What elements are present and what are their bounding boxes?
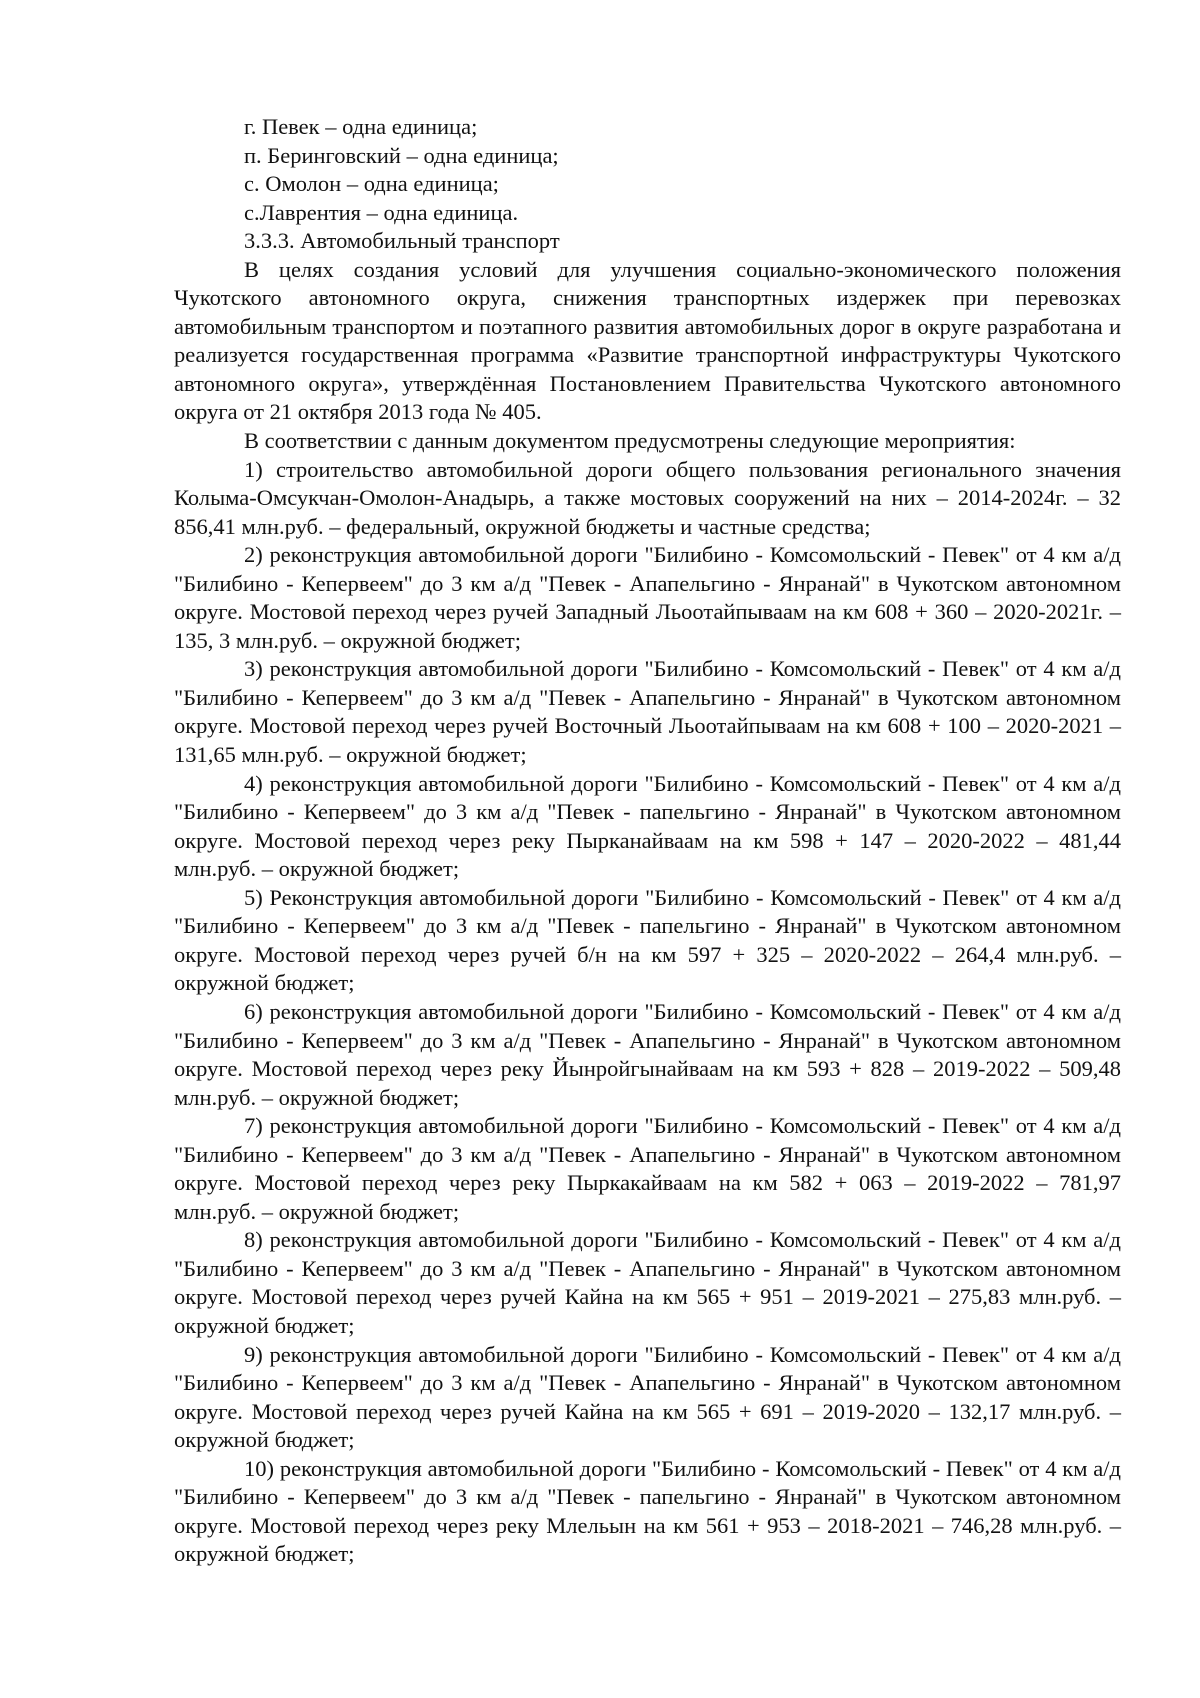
list-line-pevek: г. Певек – одна единица; [244, 114, 478, 139]
measure-item-5: 5) Реконструкция автомобильной дороги "Билибино - Комсомольский - Певек" от 4 км а/д "Билибино - Кепервеем" до 3 км а/д "Певек - папельгино - Янранай" в Чукотском автономном округе. Мостовой переход через ручей б/н на км 597 + 325 – 2020-2022 – 264,4 млн.руб. – окружной бюджет; [174, 884, 1121, 996]
measure-item-8: 8) реконструкция автомобильной дороги "Билибино - Комсомольский - Певек" от 4 км а/д "Билибино - Кепервеем" до 3 км а/д "Певек - Апапельгино - Янранай" в Чукотском автономном округе. Мостовой переход через ручей Кайна на км 565 + 951 – 2019-2021 – 275,83 млн.руб. – окружной бюджет; [174, 1227, 1121, 1338]
measure-item-2: 2) реконструкция автомобильной дороги "Билибино - Комсомольский - Певек" от 4 км а/д "Билибино - Кепервеем" до 3 км а/д "Певек - Апапельгино - Янранай" в Чукотском автономном округе. Мостовой переход через ручей Западный Льоотайпываам на км 608 + 360 – 2020-2021г. – 135, 3 млн.руб. – окружной бюджет; [174, 542, 1121, 653]
measure-item-4: 4) реконструкция автомобильной дороги "Билибино - Комсомольский - Певек" от 4 км а/д "Билибино - Кепервеем" до 3 км а/д "Певек - папельгино - Янранай" в Чукотском автономном округе. Мостовой переход через реку Пырканайваам на км 598 + 147 – 2020-2022 – 481,44 млн.руб. – окружной бюджет; [174, 770, 1121, 882]
measure-item-9: 9) реконструкция автомобильной дороги "Билибино - Комсомольский - Певек" от 4 км а/д "Билибино - Кепервеем" до 3 км а/д "Певек - Апапельгино - Янранай" в Чукотском автономном округе. Мостовой переход через ручей Кайна на км 565 + 691 – 2019-2020 – 132,17 млн.руб. – окружной бюджет; [174, 1341, 1121, 1453]
document-page [174, 113, 1121, 1569]
section-heading: 3.3.3. Автомобильный транспорт [244, 228, 560, 254]
measures-intro: В соответствии с данным документом предусмотрены следующие мероприятия: [244, 428, 1016, 454]
list-line-omolon: с. Омолон – одна единица; [244, 171, 499, 197]
measure-item-10: 10) реконструкция автомобильной дороги "Билибино - Комсомольский - Певек" от 4 км а/д "Билибино - Кепервеем" до 3 км а/д "Певек - папельгино - Янранай" в Чукотском автономном округе. Мостовой переход через реку Млельын на км 561 + 953 – 2018-2021 – 746,28 млн.руб. – окружной бюджет; [174, 1455, 1121, 1567]
list-line-beringovsky: п. Беринговский – одна единица; [244, 142, 559, 168]
measure-item-7: 7) реконструкция автомобильной дороги "Билибино - Комсомольский - Певек" от 4 км а/д "Билибино - Кепервеем" до 3 км а/д "Певек - Апапельгино - Янранай" в Чукотском автономном округе. Мостовой переход через реку Пыркакайваам на км 582 + 063 – 2019-2022 – 781,97 млн.руб. – окружной бюджет; [174, 1113, 1121, 1224]
list-line-lavrentiya: с.Лаврентия – одна единица. [244, 199, 519, 225]
measure-item-1: 1) строительство автомобильной дороги общего пользования регионального значения Колыма-Омсукчан-Омолон-Анадырь, а также мостовых сооружений на них – 2014-2024г. – 32 856,41 млн.руб. – федеральный, окружной бюджеты и частные средства; [174, 456, 1121, 539]
measure-item-3: 3) реконструкция автомобильной дороги "Билибино - Комсомольский - Певек" от 4 км а/д "Билибино - Кепервеем" до 3 км а/д "Певек - Апапельгино - Янранай" в Чукотском автономном округе. Мостовой переход через ручей Восточный Льоотайпываам на км 608 + 100 – 2020-2021 – 131,65 млн.руб. – окружной бюджет; [174, 656, 1121, 768]
intro-paragraph: В целях создания условий для улучшения социально-экономического положения Чукотского автономного округа, снижения транспортных издержек при перевозках автомобильным транспортом и поэтапного развития автомобильных дорог в округе разработана и реализуется государственная программа «Развитие транспортной инфраструктуры Чукотского автономного округа», утверждённая Постановлением Правительства Чукотского автономного округа от 21 октября 2013 года № 405. [174, 256, 1121, 425]
measure-item-6: 6) реконструкция автомобильной дороги "Билибино - Комсомольский - Певек" от 4 км а/д "Билибино - Кепервеем" до 3 км а/д "Певек - Апапельгино - Янранай" в Чукотском автономном округе. Мостовой переход через реку Йынройгынайваам на км 593 + 828 – 2019-2022 – 509,48 млн.руб. – окружной бюджет; [174, 998, 1121, 1110]
